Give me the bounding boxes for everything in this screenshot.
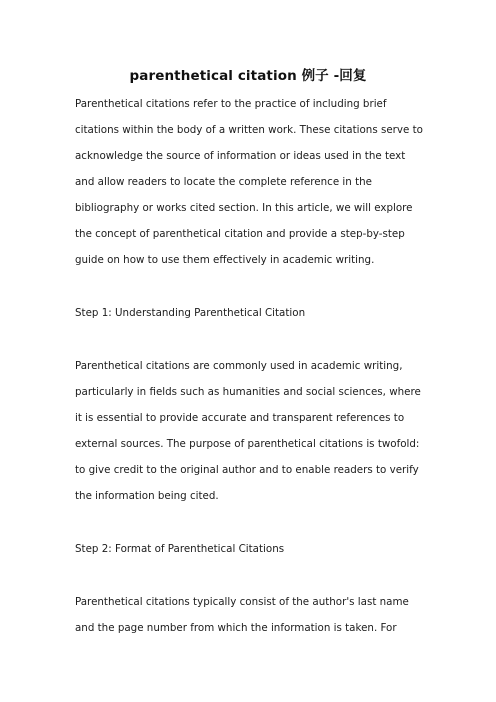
- heading-line: Step 1: Understanding Parenthetical Citation: [75, 307, 306, 319]
- document-title: parenthetical citation 例子 -回复: [129, 68, 367, 84]
- text-line: particularly in fields such as humanities and social sciences, where: [75, 386, 421, 398]
- text-line: external sources. The purpose of parenthetical citations is twofold:: [75, 438, 420, 450]
- document-body: [75, 91, 427, 641]
- text-line: citations within the body of a written work. These citations serve to: [75, 124, 423, 136]
- text-line: the information being cited.: [75, 490, 219, 502]
- section-heading-step-1: [75, 300, 427, 326]
- text-line: to give credit to the original author and to enable readers to verify: [75, 464, 419, 476]
- paragraph-spacer: [75, 273, 427, 300]
- paragraph-spacer: [75, 509, 427, 536]
- text-line: Parenthetical citations refer to the practice of including brief: [75, 98, 387, 110]
- text-line: acknowledge the source of information or ideas used in the text: [75, 150, 406, 162]
- heading-line: Step 2: Format of Parenthetical Citations: [75, 543, 285, 555]
- text-line: Parenthetical citations typically consist of the author's last name: [75, 596, 409, 608]
- section-heading-step-2: [75, 536, 427, 562]
- text-line: it is essential to provide accurate and transparent references to: [75, 412, 405, 424]
- intro-paragraph: [75, 91, 427, 273]
- text-line: bibliography or works cited section. In this article, we will explore: [75, 202, 413, 214]
- step-2-paragraph: [75, 589, 427, 641]
- text-line: the concept of parenthetical citation and provide a step-by-step: [75, 228, 405, 240]
- text-line: Parenthetical citations are commonly used in academic writing,: [75, 360, 403, 372]
- text-line: and the page number from which the information is taken. For: [75, 622, 397, 634]
- step-1-paragraph: [75, 353, 427, 509]
- text-line: and allow readers to locate the complete reference in the: [75, 176, 372, 188]
- text-line: guide on how to use them effectively in academic writing.: [75, 254, 375, 266]
- paragraph-spacer: [75, 562, 427, 589]
- paragraph-spacer: [75, 326, 427, 353]
